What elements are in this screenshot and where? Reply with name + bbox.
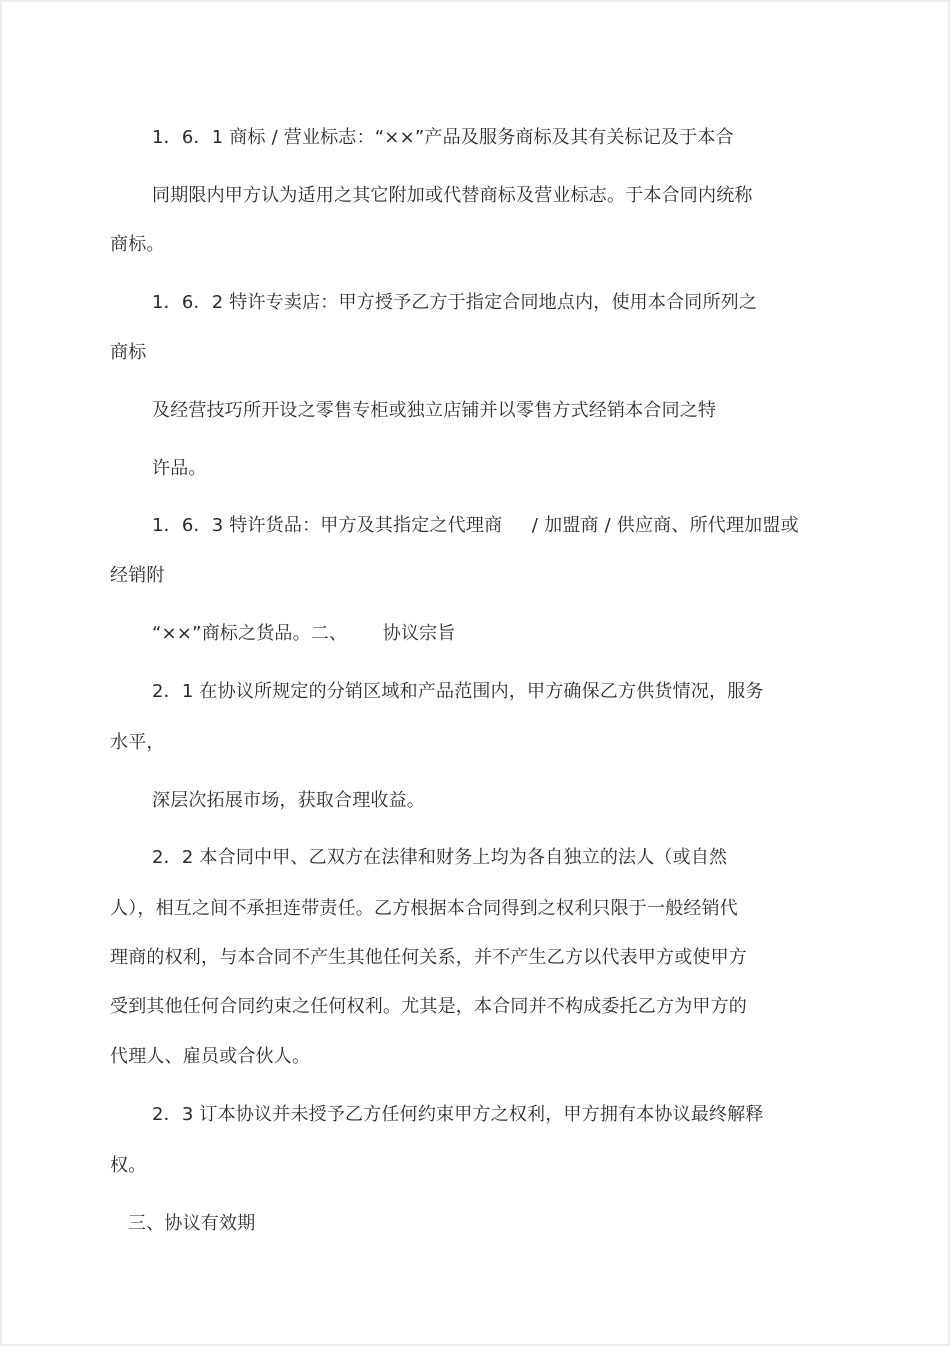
text-line: 及经营技巧所开设之零售专柜或独立店铺并以零售方式经销本合同之特: [152, 400, 717, 421]
text-line: 2．3 订本协议并未授予乙方任何约束甲方之权利，甲方拥有本协议最终解释: [152, 1104, 764, 1125]
text-line: 1．6．1 商标 / 营业标志：“××”产品及服务商标及其有关标记及于本合: [152, 127, 734, 148]
text-line: 许品。: [152, 458, 207, 479]
text-line: 水平，: [110, 732, 165, 753]
text-line: 1．6．3 特许货品：甲方及其指定之代理商 / 加盟商 / 供应商、所代理加盟或: [152, 515, 799, 536]
text-line: 1．6．2 特许专卖店：甲方授予乙方于指定合同地点内，使用本合同所列之: [152, 292, 758, 313]
text-line: 人），相互之间不承担连带责任。乙方根据本合同得到之权利只限于一般经销代: [110, 898, 738, 919]
text-line: 经销附: [110, 565, 165, 586]
text-line: “××”商标之货品。二、 协议宗旨: [152, 623, 456, 644]
text-line: 2．1 在协议所规定的分销区域和产品范围内，甲方确保乙方供货情况，服务: [152, 681, 764, 702]
text-line: 同期限内甲方认为适用之其它附加或代替商标及营业标志。于本合同内统称: [152, 185, 753, 206]
text-line: 2．2 本合同中甲、乙双方在法律和财务上均为各自独立的法人（或自然: [152, 847, 728, 868]
text-line: 权。: [110, 1155, 147, 1176]
text-line: 理商的权利，与本合同不产生其他任何关系，并不产生乙方以代表甲方或使甲方: [110, 947, 747, 968]
text-line: 商标。: [110, 234, 165, 255]
text-line: 受到其他任何合同约束之任何权利。尤其是，本合同并不构成委托乙方为甲方的: [110, 996, 747, 1017]
section-heading: 三、协议有效期: [128, 1213, 256, 1234]
text-line: 商标: [110, 342, 147, 363]
document-page: [2, 2, 948, 1344]
text-line: 深层次拓展市场，获取合理收益。: [152, 790, 425, 811]
text-line: 代理人、雇员或合伙人。: [110, 1046, 311, 1067]
